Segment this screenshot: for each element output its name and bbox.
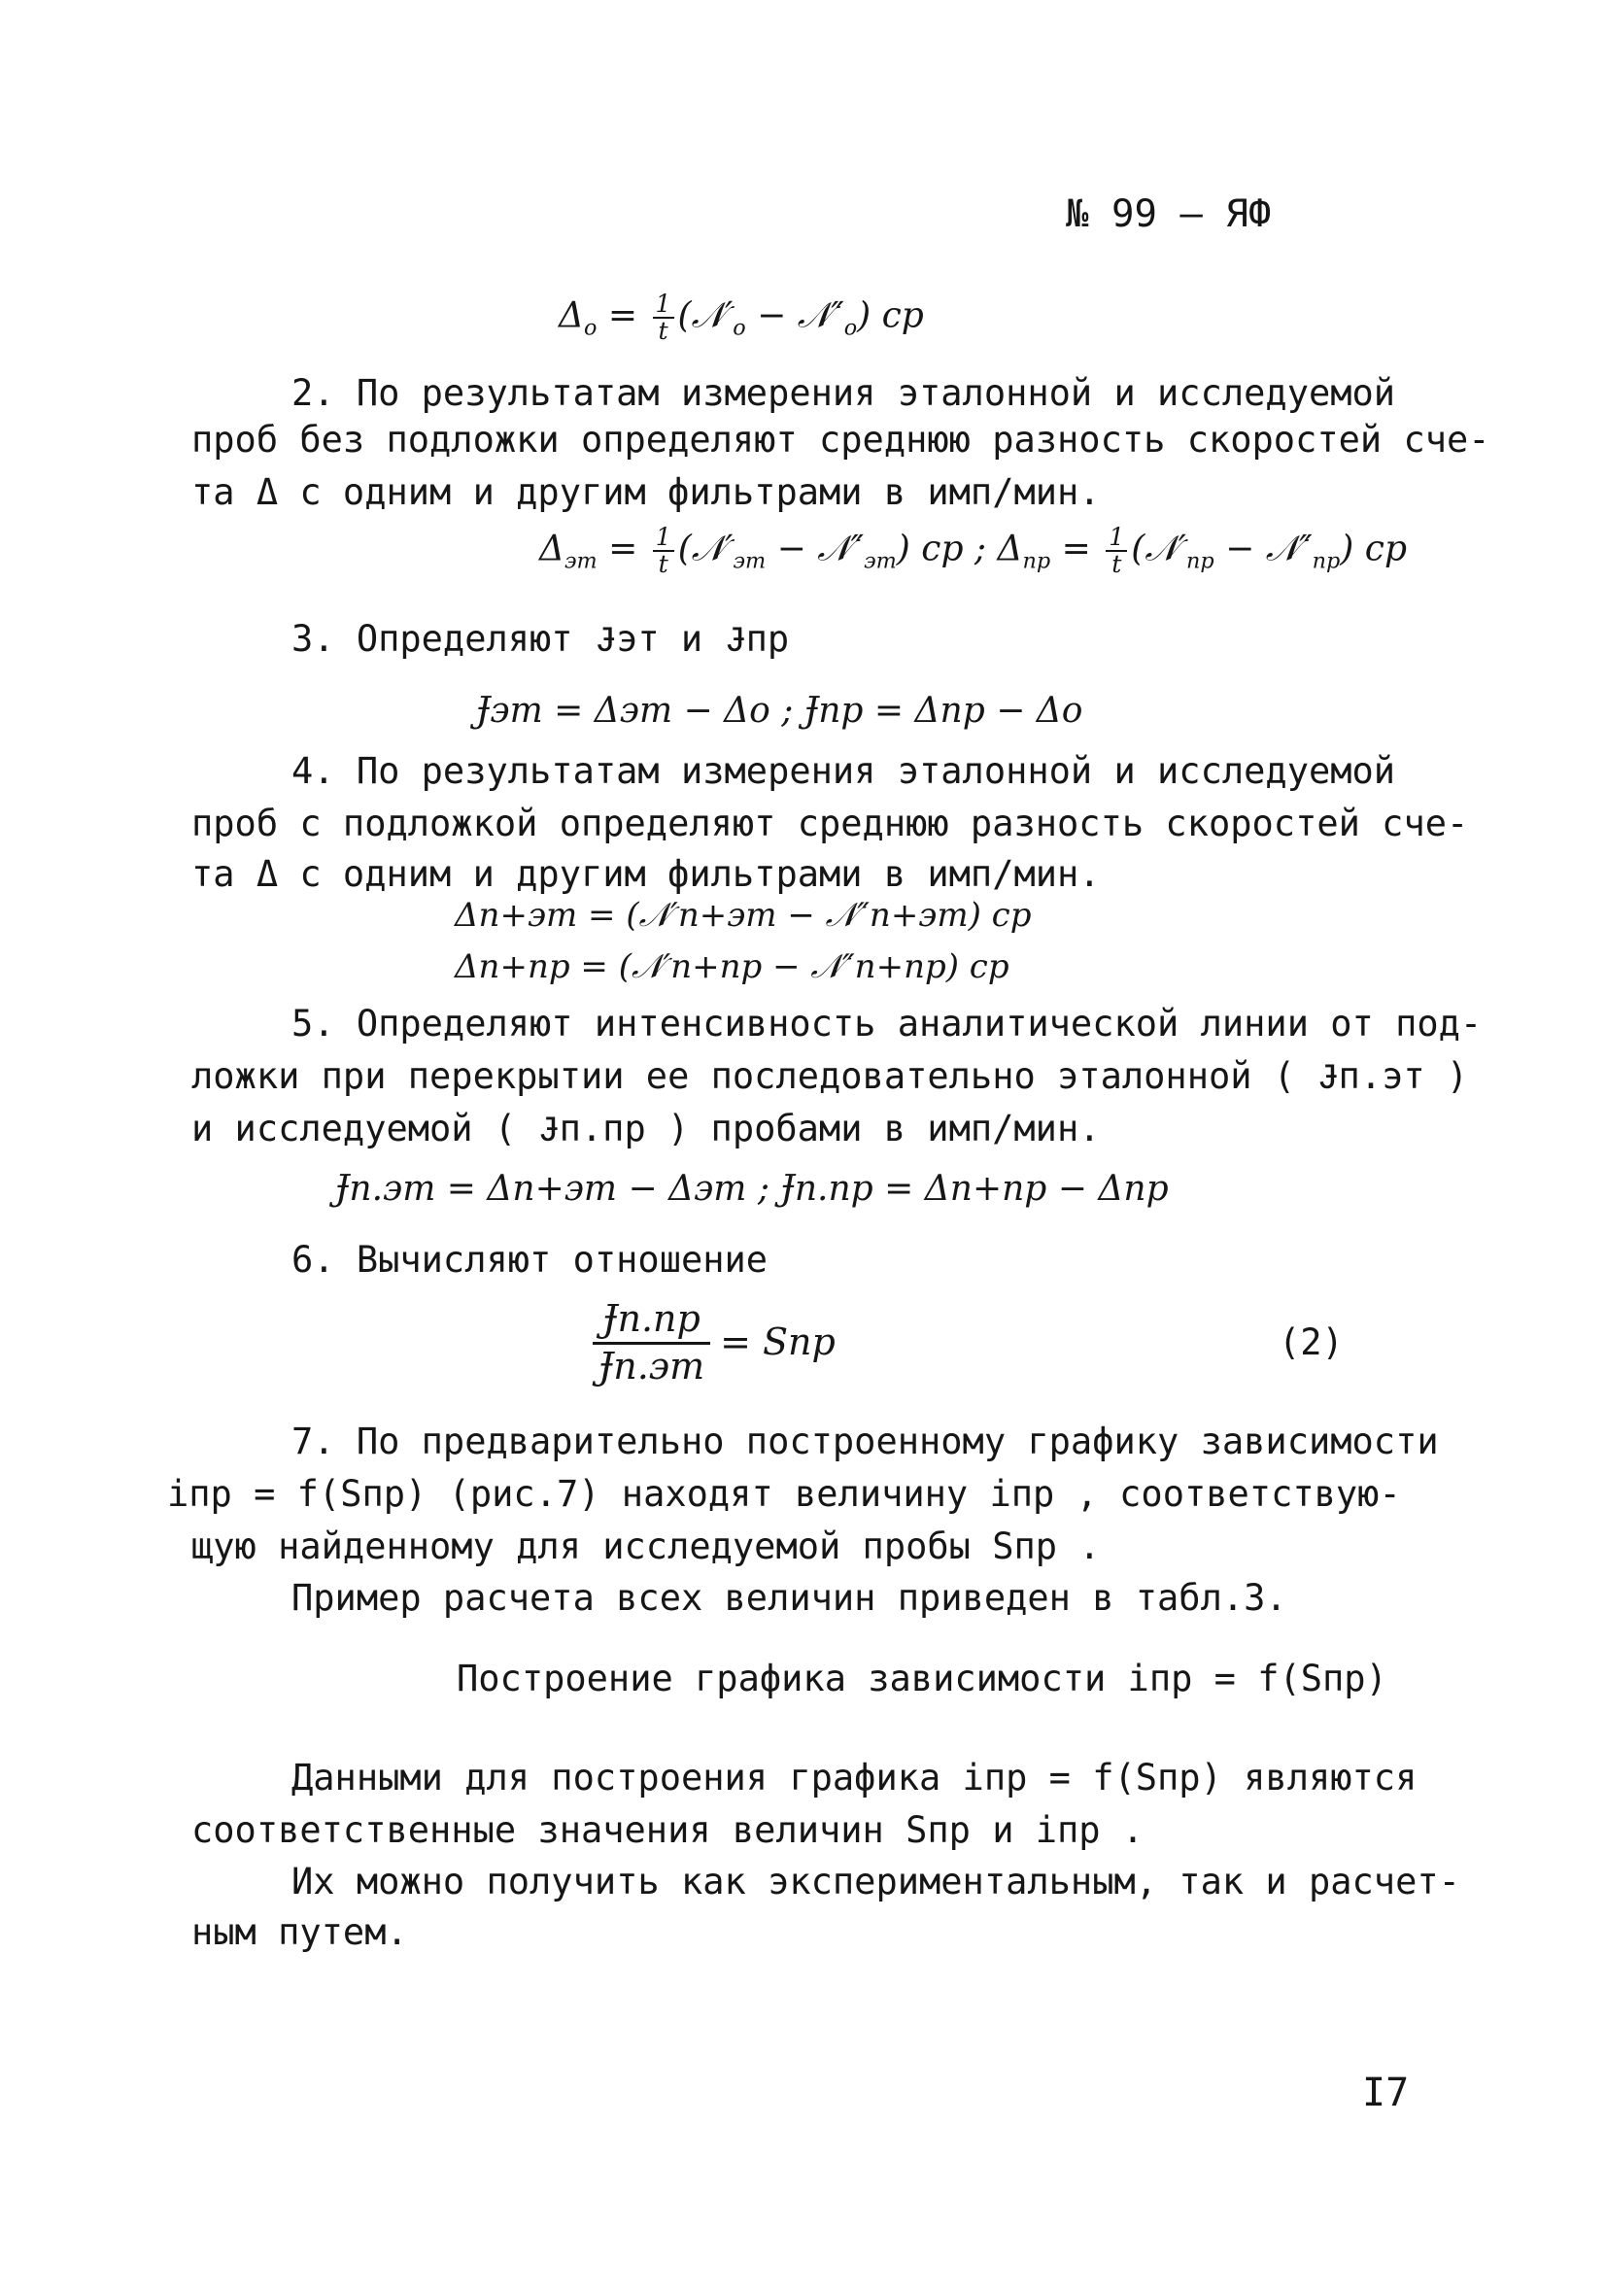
formula-subscript: o: [843, 315, 858, 341]
fraction-numerator: Ɉп.пр: [593, 1297, 710, 1345]
formula-intensity-substrate: Ɉп.эт = Δп+эт − Δэт ; Ɉп.пр = Δп+пр − Δпр: [335, 1169, 1169, 1209]
formula-symbol: ср ; Δ: [921, 529, 1023, 569]
formula-subscript: эт: [733, 548, 767, 574]
formula-symbol: 𝒩′: [691, 295, 734, 336]
formula-subscript: пр: [1022, 548, 1051, 574]
paragraph-3-line-1: 3. Определяют Ɉэт и Ɉпр: [291, 618, 790, 660]
formula-symbol: ср: [1364, 529, 1408, 569]
formula-ratio: [593, 1297, 836, 1388]
fraction: [593, 1297, 710, 1388]
paragraph-8-line-1: Пример расчета всех величин приведен в табл.3.: [291, 1577, 1287, 1619]
formula-intensity-et-pr: Ɉэт = Δэт − Δo ; Ɉпр = Δпр − Δo: [476, 691, 1083, 731]
formula-symbol: 𝒩″: [817, 529, 865, 569]
paragraph-4-line-3: та Δ с одним и другим фильтрами в имп/мин.: [191, 853, 1101, 895]
paragraph-7-line-2: iпр = f(Sпр) (рис.7) находят величину iпр , соответствую-: [167, 1473, 1401, 1515]
formula-subscript: o: [584, 315, 598, 341]
page-number: I7: [1362, 2071, 1410, 2115]
paragraph-2-line-1: 2. По результатам измерения эталонной и исследуемой: [291, 372, 1396, 414]
formula-symbol: Δ: [539, 529, 564, 569]
paragraph-9-line-1: Данными для построения графика iпр = f(Sпр) являются: [291, 1757, 1418, 1799]
formula-subscript: o: [733, 315, 746, 341]
formula-subscript: пр: [1312, 548, 1341, 574]
equation-number: (2): [1279, 1321, 1344, 1363]
section-title: Построение графика зависимости iпр = f(Sпр): [457, 1658, 1387, 1699]
formula-delta-zero: $\Delta_o$ = $\frac{1}{t}$ ($𝒩'_o$ − $𝒩''_o$) ср: [559, 290, 924, 346]
fraction: $\frac{1}{t}$: [653, 291, 674, 345]
formula-rhs: = Sпр: [720, 1320, 836, 1364]
formula-symbol: 𝒩′: [1145, 529, 1186, 569]
formula-symbol: 𝒩′: [691, 529, 734, 569]
formula-delta-p-pr: Δп+пр = (𝒩′п+пр − 𝒩″п+пр) ср: [455, 947, 1009, 986]
paragraph-9-line-2: соответственные значения величин Sпр и iпр .: [191, 1809, 1145, 1851]
paragraph-5-line-3: и исследуемой ( Ɉп.пр ) пробами в имп/мин.: [191, 1108, 1101, 1149]
paragraph-6-line-1: 6. Вычисляют отношение: [291, 1239, 769, 1281]
formula-symbol: Δ: [559, 295, 584, 336]
paragraph-5-line-1: 5. Определяют интенсивность аналитической линии от под-: [291, 1003, 1483, 1045]
paragraph-10-line-1: Их можно получить как экспериментальным, так и расчет-: [291, 1861, 1460, 1902]
paragraph-4-line-1: 4. По результатам измерения эталонной и исследуемой: [291, 750, 1396, 792]
fraction: $\frac{1}{t}$: [1106, 525, 1127, 578]
document-number: № 99 – ЯФ: [1066, 192, 1272, 236]
paragraph-5-line-2: ложки при перекрытии ее последовательно эталонной ( Ɉп.эт ): [191, 1055, 1469, 1097]
fraction-denominator: Ɉп.эт: [598, 1344, 705, 1388]
paragraph-2-line-3: та Δ с одним и другим фильтрами в имп/мин.: [191, 471, 1101, 513]
formula-subscript: эт: [864, 548, 897, 574]
paragraph-10-line-2: ным путем.: [191, 1911, 408, 1953]
paragraph-2-line-2: проб без подложки определяют среднюю разность скоростей сче-: [191, 419, 1490, 461]
formula-delta-p-et: Δп+эт = (𝒩′п+эт − 𝒩″п+эт) ср: [455, 896, 1032, 935]
formula-symbol: 𝒩″: [797, 295, 844, 336]
paragraph-7-line-1: 7. По предварительно построенному графику зависимости: [291, 1421, 1439, 1462]
formula-subscript: эт: [564, 548, 598, 574]
formula-delta-et-pr: $\Delta_{эт}$ = $\frac{1}{t}$ ($𝒩'_{эт}$ − $𝒩''_{эт}$) ср ; $\Delta_{пр}$ = $\frac{1}{t}$ ($𝒩'_{пр}$ − $𝒩''_{пр}$) ср: [539, 523, 1408, 579]
paragraph-7-line-3: щую найденному для исследуемой пробы Sпр .: [191, 1525, 1101, 1567]
paragraph-4-line-2: проб с подложкой определяют среднюю разность скоростей сче-: [191, 803, 1469, 844]
fraction: $\frac{1}{t}$: [653, 525, 674, 578]
formula-symbol: 𝒩″: [1265, 529, 1313, 569]
formula-subscript: пр: [1185, 548, 1214, 574]
formula-symbol: ср: [881, 295, 924, 336]
